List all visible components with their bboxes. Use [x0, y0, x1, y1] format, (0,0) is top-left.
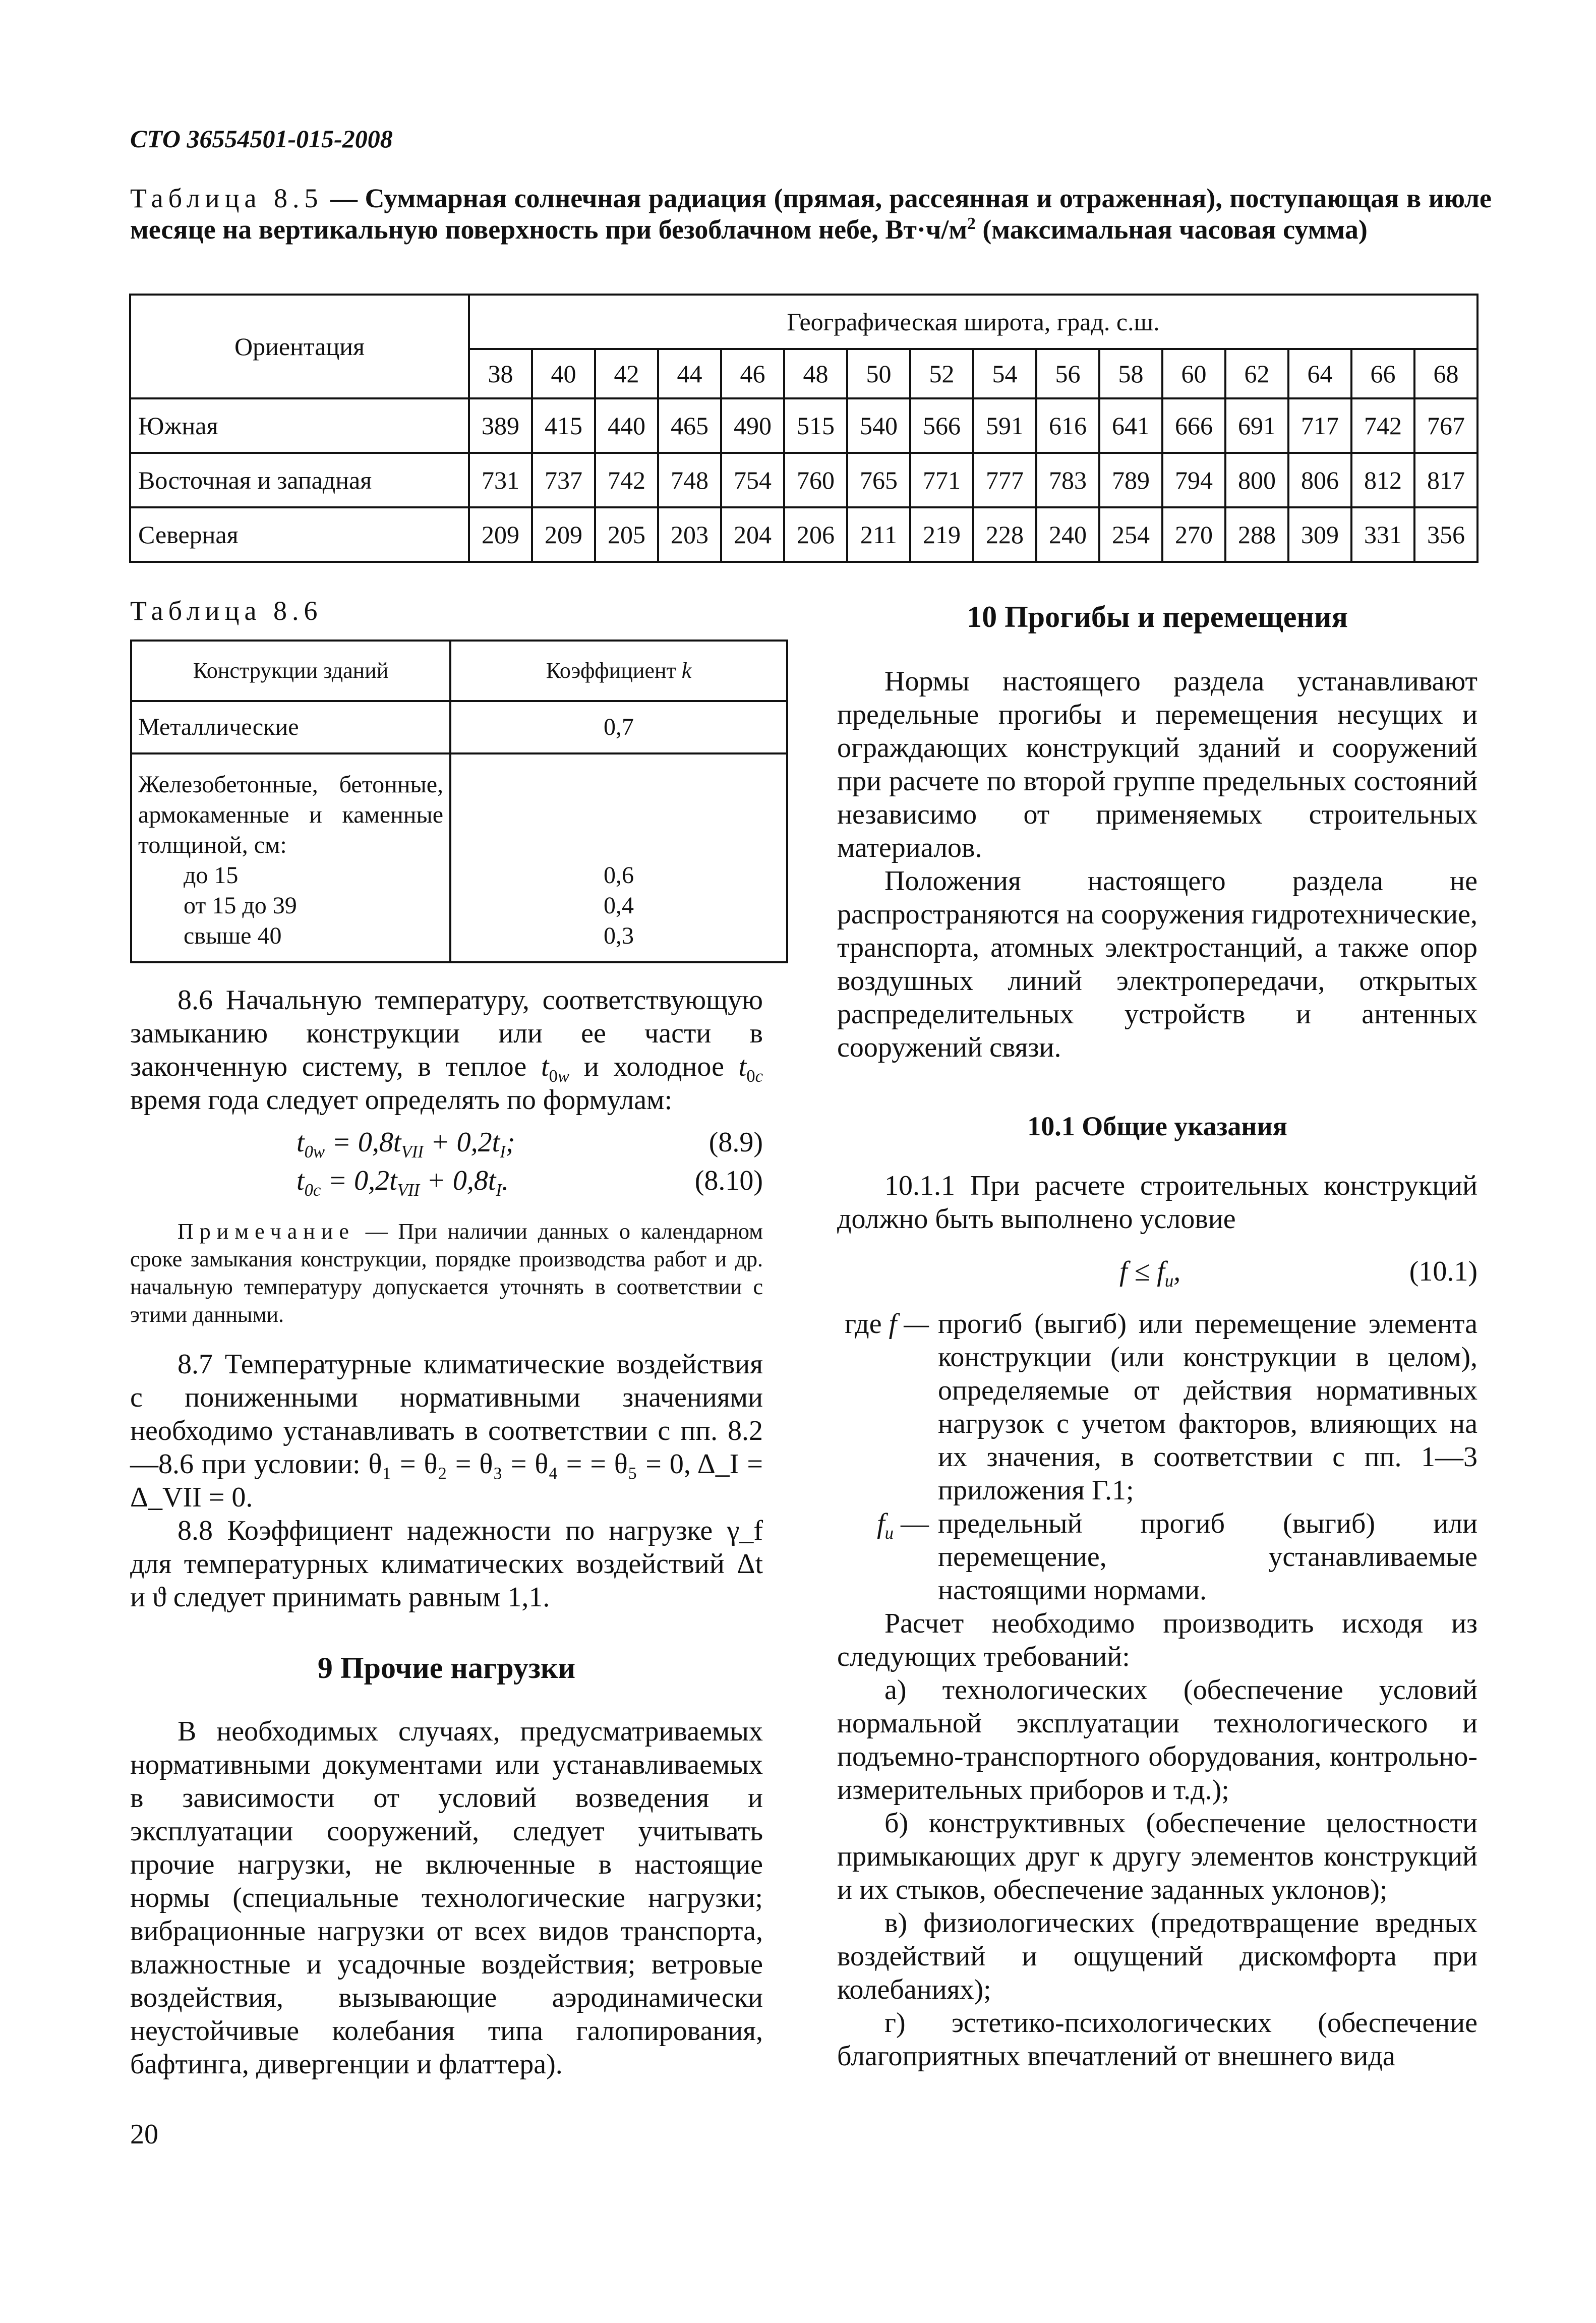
table-cell: 205: [595, 507, 658, 562]
table-cell: 591: [973, 398, 1036, 453]
table-cell: 203: [658, 507, 721, 562]
table-cell: 228: [973, 507, 1036, 562]
latitude-header: 56: [1036, 349, 1099, 398]
col-header-constructions: Конструкции зданий: [131, 641, 450, 701]
group-values: [450, 753, 787, 962]
table-cell: 812: [1351, 453, 1414, 507]
table-cell: 717: [1288, 398, 1351, 453]
table-cell: 765: [847, 453, 910, 507]
paragraph-9: В необходимых случаях, предусматриваемых нормативными документами или устанавливаемых в зависимости от условий возведения и эксплуатации сооружений, следует учитывать прочие нагрузки, не включенные в настоящие нормы (специальные технологические нагрузки; вибрационные нагрузки от всех видов транспорта, влажностные и усадочные воздействия; ветровые воздействия, вызывающие аэродинамически неустойчивые колебания типа галопирования, бафтинга, дивергенции и флаттера).: [130, 1716, 763, 2080]
table-cell: 737: [532, 453, 595, 507]
right-column: [837, 600, 1477, 2073]
table-cell: 309: [1288, 507, 1351, 562]
group-label: Железобетонные, бетонные, армокаменные и каменные толщиной, см:: [138, 771, 443, 858]
table-cell: 465: [658, 398, 721, 453]
table-cell: 731: [469, 453, 532, 507]
table-cell: 206: [784, 507, 847, 562]
table-row: [130, 398, 1477, 453]
paragraph-10-intro: Нормы настоящего раздела устанавливают предельные прогибы и перемещения несущих и ограждающих конструкций зданий и сооружений при расчете по второй группе предельных состояний независимо от применяемых строительных материалов.: [837, 666, 1477, 863]
table-cell: 742: [1351, 398, 1414, 453]
definitions-list: [837, 1307, 1477, 1607]
latitude-header: 68: [1414, 349, 1477, 398]
table-cell: 219: [910, 507, 973, 562]
table-cell: 742: [595, 453, 658, 507]
table-cell: 771: [910, 453, 973, 507]
table-cell: 777: [973, 453, 1036, 507]
latitude-header: 62: [1225, 349, 1288, 398]
table-cell: 806: [1288, 453, 1351, 507]
table-cell: 209: [469, 507, 532, 562]
paragraph-8-6: 8.6 Начальную температуру, соответствующую замыканию конструкции или ее части в законченную систему, в теплое $t_{0w}$ и холодное $t_{0c}$ время года следует определять по формулам:: [130, 984, 763, 1116]
table-cell: 789: [1099, 453, 1162, 507]
sub-item: до 15: [184, 862, 239, 889]
definition-text: предельный прогиб (выгиб) или перемещение, устанавливаемые настоящими нормами.: [938, 1508, 1477, 1606]
latitude-header: 38: [469, 349, 532, 398]
table-cell: 691: [1225, 398, 1288, 453]
table-cell: 566: [910, 398, 973, 453]
table-row: [130, 453, 1477, 507]
definition-text: прогиб (выгиб) или перемещение элемента конструкции (или конструкции в целом), определяемые от действия нормативных нагрузок с учетом факторов, влияющих на их значения, в соответствии с пп. 1—3 приложения Г.1;: [938, 1308, 1477, 1506]
section-9-heading: 9 Прочие нагрузки: [317, 1651, 576, 1685]
col-header-latitude: Географическая широта, град. с.ш.: [469, 295, 1477, 349]
table-cell: 515: [784, 398, 847, 453]
coefficient-value: 0,3: [604, 922, 634, 949]
table-cell: 800: [1225, 453, 1288, 507]
col-header-coefficient: Коэффициент k: [450, 641, 787, 701]
requirement-b: б) конструктивных (обеспечение целостности примыкающих друг к другу элементов конструкций и их стыков, обеспечение заданных уклонов);: [837, 1808, 1477, 1905]
table-cell: 748: [658, 453, 721, 507]
coefficient-value: 0,4: [604, 892, 634, 919]
table-cell: 540: [847, 398, 910, 453]
sub-item: свыше 40: [184, 922, 282, 949]
table-cell: 240: [1036, 507, 1099, 562]
latitude-header: 42: [595, 349, 658, 398]
table-cell: 760: [784, 453, 847, 507]
page-number: 20: [130, 2119, 158, 2150]
equation-number: (8.10): [694, 1165, 763, 1196]
latitude-header: 44: [658, 349, 721, 398]
group-cell: [131, 753, 450, 962]
table-cell: 641: [1099, 398, 1162, 453]
table-8-6: [130, 640, 788, 963]
table-cell: 817: [1414, 453, 1477, 507]
table-8-5-caption: [130, 183, 1492, 245]
requirement-g: г) эстетико-психологических (обеспечение благоприятных впечатлений от внешнего вида: [837, 2007, 1477, 2072]
latitude-header: 50: [847, 349, 910, 398]
paragraph-10-1-1: 10.1.1 При расчете строительных конструкций должно быть выполнено условие: [837, 1170, 1477, 1235]
latitude-header: 64: [1288, 349, 1351, 398]
table-cell: 288: [1225, 507, 1288, 562]
paragraph-10-scope: Положения настоящего раздела не распространяются на сооружения гидротехнические, транспорта, атомных электростанций, а также опор воздушных линий электропередачи, открытых распределительных устройств и антенных сооружений связи.: [837, 865, 1477, 1063]
definition-term: где f —: [845, 1308, 929, 1340]
latitude-header: 46: [721, 349, 784, 398]
table-8-6-label: Таблица 8.6: [130, 596, 323, 626]
section-10-1-heading: 10.1 Общие указания: [1027, 1111, 1287, 1141]
table-cell: 767: [1414, 398, 1477, 453]
latitude-header: 52: [910, 349, 973, 398]
table-cell: 490: [721, 398, 784, 453]
paragraph-8-8: 8.8 Коэффициент надежности по нагрузке γ_f для температурных климатических воздействий Δt и ϑ следует принимать равным 1,1.: [130, 1515, 763, 1613]
table-cell: 440: [595, 398, 658, 453]
table-cell: 415: [532, 398, 595, 453]
table-cell: 794: [1162, 453, 1225, 507]
definition-term: $f_u$ —: [877, 1508, 929, 1543]
latitude-header: 58: [1099, 349, 1162, 398]
table-cell: 666: [1162, 398, 1225, 453]
table-label: Таблица 8.5: [130, 183, 323, 213]
table-row: [130, 507, 1477, 562]
equation-8-10: $t_{0c} = 0,2t_{VII} + 0,8t_I$. (8.10): [297, 1165, 763, 1200]
section-10-heading: 10 Прогибы и перемещения: [967, 600, 1348, 633]
table-8-5: [129, 294, 1479, 563]
table-cell: 356: [1414, 507, 1477, 562]
paragraph-8-7: 8.7 Температурные климатические воздействия с пониженными нормативными значениями необходимо устанавливать в соответствии с пп. 8.2—8.6 при условии: θ₁ = θ₂ = θ₃ = θ₄ = = θ₅ = 0, Δ_I = Δ_VII = 0.: [130, 1349, 763, 1513]
coefficient-value: 0,7: [450, 701, 787, 753]
table-title: — Суммарная солнечная радиация (прямая, рассеянная и отраженная), поступающая в июле месяце на вертикальную поверхность при безоблачном небе, $Вт\cdot ч/м^2$ (максимальная часовая сумма): [130, 183, 1492, 245]
note: Примечание — При наличии данных о календарном сроке замыкания конструкции, порядке производства работ и др. начальную температуру допускается уточнять в соответствии с этими данными.: [130, 1219, 763, 1327]
left-column: [130, 983, 763, 2081]
col-header-orientation: Ориентация: [130, 295, 469, 398]
equation-8-9: $t_{0w} = 0,8t_{VII} + 0,2t_I$; (8.9): [297, 1127, 763, 1162]
latitude-header: 66: [1351, 349, 1414, 398]
table-cell: 209: [532, 507, 595, 562]
coefficient-value: 0,6: [604, 862, 634, 889]
row-label: Северная: [130, 507, 469, 562]
latitude-header: 54: [973, 349, 1036, 398]
latitude-header: 60: [1162, 349, 1225, 398]
table-cell: 616: [1036, 398, 1099, 453]
row-label: Восточная и западная: [130, 453, 469, 507]
row-label: Южная: [130, 398, 469, 453]
equation-number: (8.9): [708, 1127, 763, 1158]
table-cell: 783: [1036, 453, 1099, 507]
latitude-header: 48: [784, 349, 847, 398]
table-cell: 204: [721, 507, 784, 562]
table-cell: 211: [847, 507, 910, 562]
table-cell: 389: [469, 398, 532, 453]
equation-number: (10.1): [1409, 1256, 1477, 1287]
latitude-header: 40: [532, 349, 595, 398]
document-code: СТО 36554501-015-2008: [130, 125, 393, 153]
equation-10-1: $f \le f_u$, (10.1): [1119, 1256, 1477, 1291]
table-cell: 754: [721, 453, 784, 507]
sub-item: от 15 до 39: [184, 892, 297, 919]
table-cell: 331: [1351, 507, 1414, 562]
table-cell: 270: [1162, 507, 1225, 562]
requirement-a: а) технологических (обеспечение условий нормальной эксплуатации технологического и подъемно-транспортного оборудования, контрольно-измерительных приборов и т.д.);: [837, 1674, 1477, 1806]
paragraph-calculation: Расчет необходимо производить исходя из следующих требований:: [837, 1608, 1477, 1672]
table-cell: 254: [1099, 507, 1162, 562]
requirement-v: в) физиологических (предотвращение вредных воздействий и ощущений дискомфорта при колебаниях);: [837, 1907, 1477, 2005]
row-label: Металлические: [131, 701, 450, 753]
